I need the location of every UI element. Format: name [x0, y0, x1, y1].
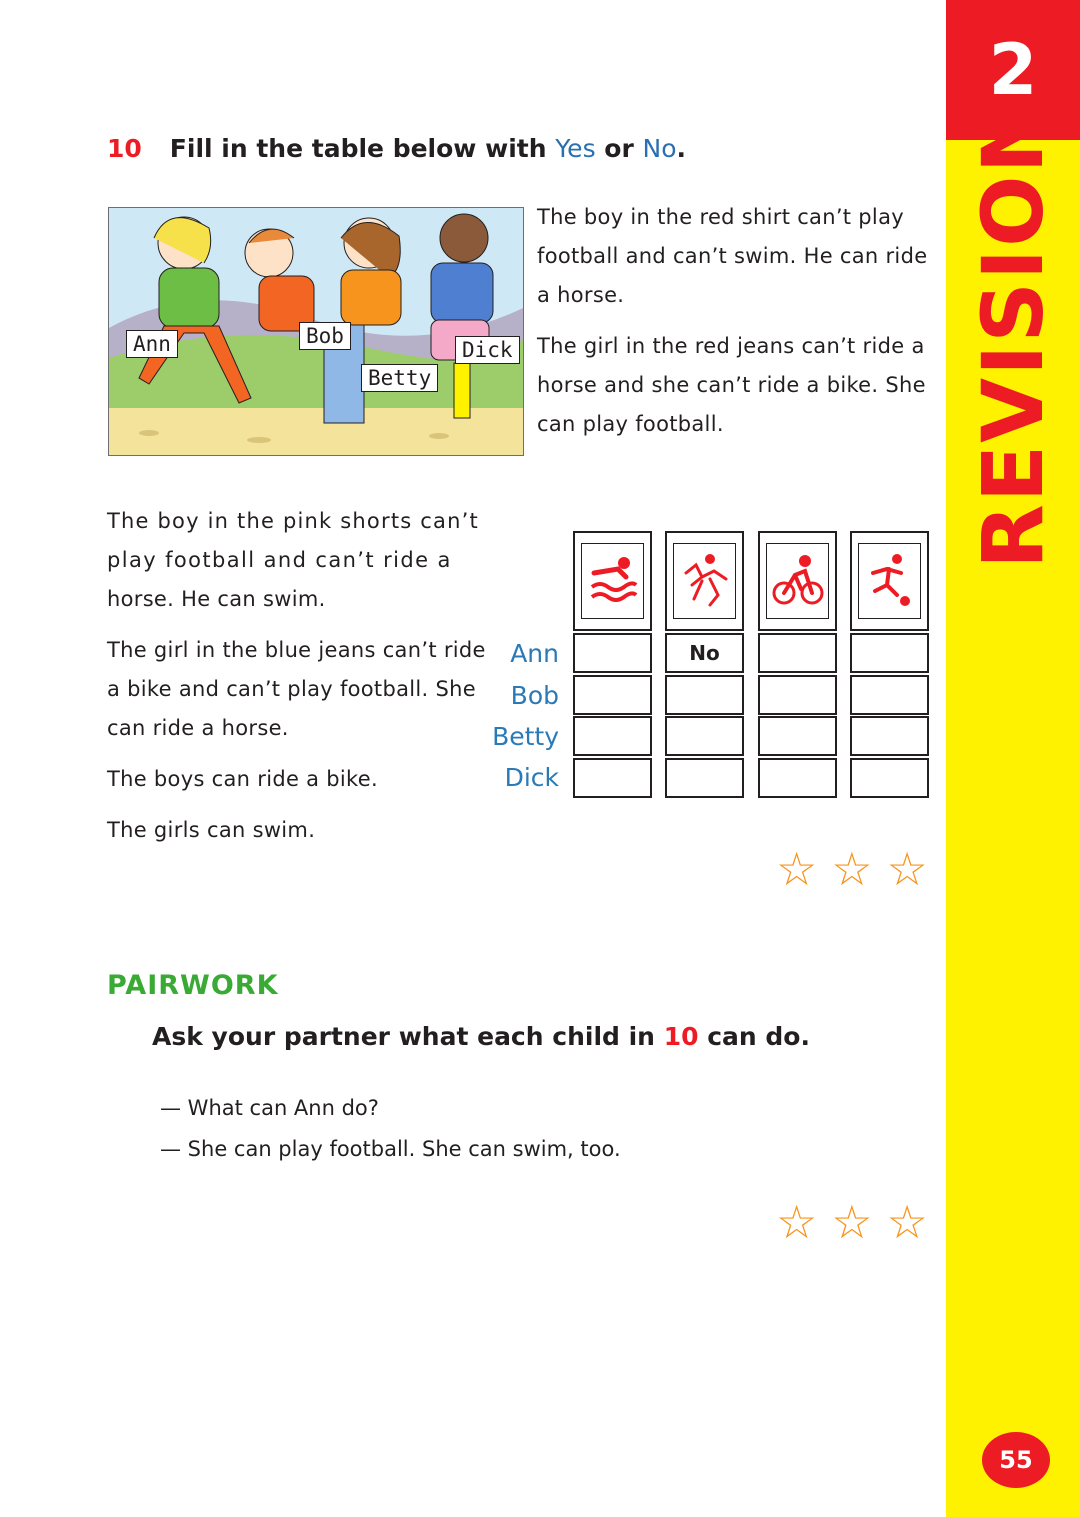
heading-period: . [676, 134, 687, 163]
star-icon[interactable]: ☆ [831, 1195, 873, 1249]
clue-line: a bike and can’t play football. She [107, 677, 476, 701]
clue-line: a horse. [537, 283, 625, 307]
rating-stars-pairwork [776, 1195, 928, 1249]
clue-red-shirt [537, 198, 937, 315]
star-icon[interactable]: ☆ [776, 842, 818, 896]
exercise-instruction: Fill in the table below with [169, 134, 556, 163]
football-icon [865, 551, 915, 611]
tag-bob: Bob [299, 322, 351, 350]
children-illustration [108, 207, 524, 456]
star-icon[interactable]: ☆ [886, 842, 928, 896]
clue-line: play football and can’t ride a [107, 548, 452, 572]
horse-riding-icon [680, 551, 730, 611]
cell-bob-bike[interactable] [758, 675, 837, 715]
cell-betty-horse[interactable] [665, 716, 744, 756]
clue-line: football and can’t swim. He can ride [537, 244, 928, 268]
instruction-text: Ask your partner what each child in [152, 1022, 664, 1051]
cell-dick-bike[interactable] [758, 758, 837, 798]
cell-dick-swim[interactable] [573, 758, 652, 798]
swimming-frame [581, 543, 644, 619]
cell-ann-bike[interactable] [758, 633, 837, 673]
no-word: No [642, 134, 677, 163]
tag-betty: Betty [361, 364, 438, 392]
horse-riding-frame [673, 543, 736, 619]
cell-bob-swim[interactable] [573, 675, 652, 715]
dialog-question: — What can Ann do? [160, 1096, 379, 1120]
header-cycling [758, 531, 837, 631]
tag-dick: Dick [455, 336, 520, 364]
exercise-heading [107, 134, 686, 163]
clue-line: horse. He can swim. [107, 587, 326, 611]
header-swimming [573, 531, 652, 631]
clue-line: horse and she can’t ride a bike. She [537, 373, 926, 397]
row-label-dick: Dick [504, 763, 559, 792]
cell-ann-horse[interactable]: No [665, 633, 744, 673]
header-horse-riding [665, 531, 744, 631]
cell-dick-football[interactable] [850, 758, 929, 798]
cell-dick-horse[interactable] [665, 758, 744, 798]
dialog-answer: — She can play football. She can swim, too. [160, 1137, 621, 1161]
tag-ann: Ann [126, 330, 178, 358]
pairwork-title: PAIRWORK [107, 970, 279, 1001]
pairwork-instruction [152, 1022, 810, 1051]
clue-line: The boy in the red shirt can’t play [537, 205, 904, 229]
or-word: or [595, 134, 643, 163]
cell-betty-bike[interactable] [758, 716, 837, 756]
cell-betty-swim[interactable] [573, 716, 652, 756]
clue-red-jeans [537, 327, 937, 444]
instruction-text-end: can do. [698, 1022, 810, 1051]
clue-line: can play football. [537, 412, 724, 436]
yes-word: Yes [555, 134, 596, 163]
cell-ann-football[interactable] [850, 633, 929, 673]
clue-line: The girl in the red jeans can’t ride a [537, 334, 925, 358]
clue-blue-jeans [107, 631, 497, 748]
cell-bob-football[interactable] [850, 675, 929, 715]
revision-sidebar [946, 0, 1080, 1517]
cell-betty-football[interactable] [850, 716, 929, 756]
exercise-number: 10 [107, 134, 142, 163]
clue-line: The girl in the blue jeans can’t ride [107, 638, 486, 662]
football-frame [858, 543, 921, 619]
star-icon[interactable]: ☆ [776, 1195, 818, 1249]
row-label-ann: Ann [510, 639, 559, 668]
star-icon[interactable]: ☆ [886, 1195, 928, 1249]
rating-stars-exercise [776, 842, 928, 896]
clue-boys: The boys can ride a bike. [107, 767, 378, 791]
revision-label: REVISION [964, 101, 1062, 569]
row-label-betty: Betty [492, 722, 559, 751]
clue-girls: The girls can swim. [107, 818, 316, 842]
page-number: 55 [982, 1432, 1050, 1488]
cycling-frame [766, 543, 829, 619]
instruction-number: 10 [663, 1022, 699, 1051]
cell-bob-horse[interactable] [665, 675, 744, 715]
clue-line: can ride a horse. [107, 716, 289, 740]
row-label-bob: Bob [510, 681, 559, 710]
header-football [850, 531, 929, 631]
star-icon[interactable]: ☆ [831, 842, 873, 896]
clue-pink-shorts [107, 502, 497, 619]
cycling-icon [771, 551, 825, 611]
cell-ann-swim[interactable] [573, 633, 652, 673]
clue-line: The boy in the pink shorts can’t [107, 509, 479, 533]
unit-number: 2 [988, 29, 1038, 111]
swimming-icon [588, 551, 638, 611]
